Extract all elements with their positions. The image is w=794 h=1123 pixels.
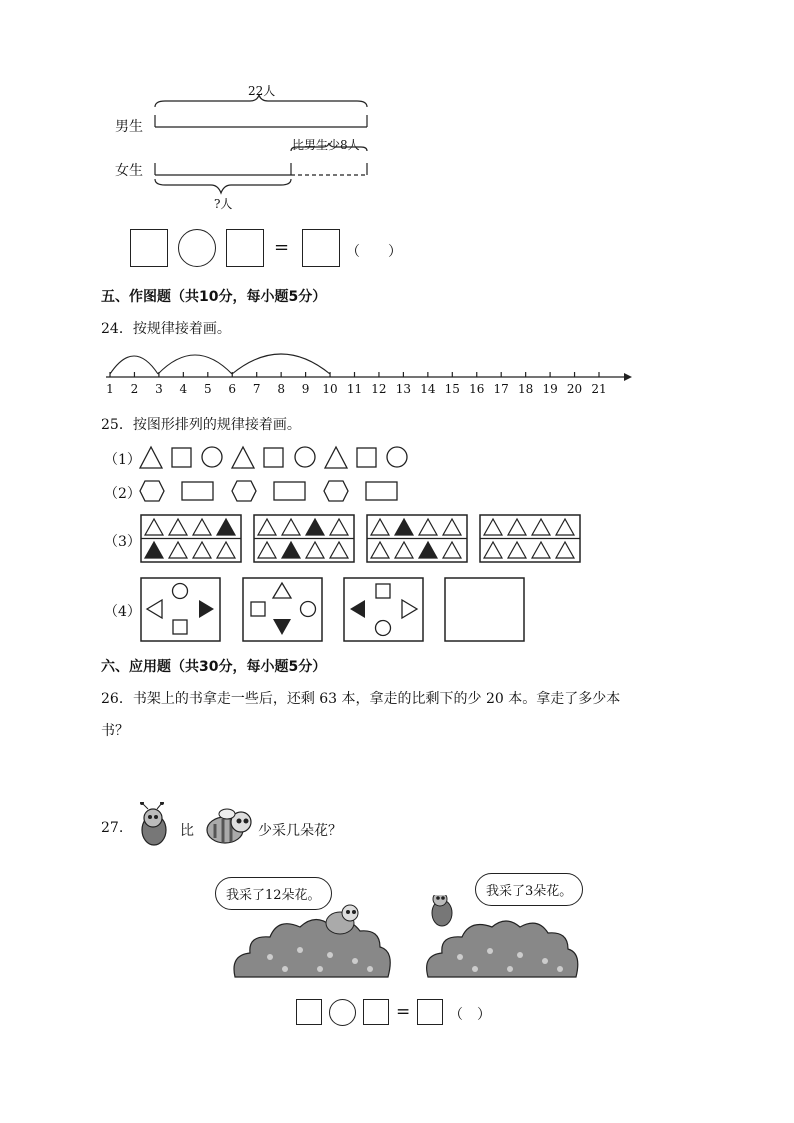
triangle-icon	[556, 519, 574, 535]
q27-answer-box-1[interactable]	[296, 999, 322, 1025]
q27-unit-paren[interactable]: （ ）	[449, 1007, 491, 1023]
filled-triangle-icon	[217, 519, 235, 535]
q25-text: 25．按图形排列的规律接着画。	[101, 417, 301, 433]
answer-box-1[interactable]	[130, 229, 168, 267]
small-bee-icon	[134, 802, 174, 852]
tick-label: 5	[203, 382, 212, 396]
tick-label: 3	[155, 382, 163, 396]
pattern-row-4	[140, 577, 526, 643]
jump-arc-2	[158, 355, 232, 374]
triangle-icon	[371, 542, 389, 558]
section-6-title: 六、应用题（共30分，每小题5分）	[101, 659, 327, 675]
triangle-icon	[508, 542, 526, 558]
triangle-icon	[484, 542, 502, 558]
tick-label: 14	[420, 382, 436, 396]
filled-triangle-icon	[282, 542, 300, 558]
speech-bubble-left: 我采了12朵花。	[215, 877, 332, 910]
tick-label: 21	[591, 382, 607, 396]
q26-line1: 26．书架上的书拿走一些后，还剩 63 本，拿走的比剩下的少 20 本。拿走了多少本	[101, 691, 621, 707]
filled-triangle-icon	[306, 519, 324, 535]
triangle-icon	[258, 519, 276, 535]
triangle-icon	[484, 519, 502, 535]
diagram-lines	[145, 95, 385, 200]
big-bee-icon	[205, 804, 255, 846]
tick-label: 9	[301, 382, 310, 396]
tick-label: 1	[106, 382, 114, 396]
girls-label: 女生	[115, 163, 143, 179]
unit-paren-1[interactable]: （ ）	[346, 244, 402, 260]
boys-brace	[155, 95, 367, 107]
tick-label: 10	[322, 382, 338, 396]
tick-label: 4	[179, 382, 188, 396]
number-line	[100, 344, 635, 386]
tick-label: 16	[469, 382, 485, 396]
q25-part4-label: （4）	[104, 604, 141, 620]
triangle-icon	[169, 542, 187, 558]
tick-label: 17	[493, 382, 509, 396]
triangle-icon	[532, 519, 550, 535]
boys-label: 男生	[115, 119, 143, 135]
q27-operator-circle[interactable]	[329, 999, 356, 1026]
speech-bubble-right: 我采了3朵花。	[475, 873, 583, 906]
tick-label: 20	[566, 382, 583, 396]
triangle-icon	[419, 519, 437, 535]
tick-label: 7	[252, 382, 261, 396]
section-5-title: 五、作图题（共10分，每小题5分）	[101, 289, 327, 305]
bee-right	[432, 895, 452, 926]
boys-total-label: 22人	[248, 84, 276, 98]
answer-box-3[interactable]	[302, 229, 340, 267]
right-bush	[427, 921, 578, 977]
q27-bi: 比	[180, 823, 194, 839]
q25-part1-label: （1）	[104, 452, 141, 468]
tick-label: 8	[277, 382, 285, 396]
triangle-icon	[306, 542, 324, 558]
triangle-icon	[330, 519, 348, 535]
triangle-icon	[217, 542, 235, 558]
filled-triangle-icon	[419, 542, 437, 558]
q27-question: 少采几朵花？	[258, 823, 342, 839]
filled-triangle-icon	[395, 519, 413, 535]
triangle-icon	[395, 542, 413, 558]
tick-label: 13	[395, 382, 412, 396]
jump-arc-1	[110, 356, 158, 374]
tick-label: 6	[228, 382, 237, 396]
tick-label: 19	[542, 382, 558, 396]
q25-part2-label: （2）	[104, 486, 141, 502]
q24-text: 24．按规律接着画。	[101, 321, 231, 337]
tick-label: 18	[518, 382, 534, 396]
triangle-icon	[145, 519, 163, 535]
answer-box-2[interactable]	[226, 229, 264, 267]
triangle-icon	[443, 542, 461, 558]
tick-label: 15	[444, 382, 460, 396]
tick-label: 11	[346, 382, 363, 396]
pattern-row-2	[138, 479, 400, 505]
q27-number: 27.	[101, 820, 124, 836]
triangle-icon	[169, 519, 187, 535]
pattern-row-1	[138, 444, 413, 472]
triangle-icon	[556, 542, 574, 558]
triangle-icon	[258, 542, 276, 558]
triangle-icon	[282, 519, 300, 535]
tick-label: 2	[130, 382, 139, 396]
operator-circle-1[interactable]	[178, 229, 216, 267]
triangle-icon	[330, 542, 348, 558]
triangle-icon	[193, 542, 211, 558]
equals-sign-1: =	[274, 237, 290, 258]
triangle-icon	[371, 519, 389, 535]
girls-brace	[155, 179, 291, 193]
triangle-icon	[193, 519, 211, 535]
left-bush	[234, 919, 390, 977]
triangle-icon	[443, 519, 461, 535]
tick-label: 12	[371, 382, 387, 396]
difference-label: 比男生少8人	[292, 138, 360, 152]
pattern-row-3	[140, 514, 585, 564]
filled-triangle-icon	[145, 542, 163, 558]
flower-bushes-illustration	[230, 895, 590, 980]
difference-brace	[291, 143, 367, 151]
q27-answer-box-3[interactable]	[417, 999, 443, 1025]
q25-part3-label: （3）	[104, 534, 141, 550]
arrow-head	[624, 373, 632, 381]
triangle-icon	[532, 542, 550, 558]
triangle-icon	[508, 519, 526, 535]
unknown-label: ?人	[214, 197, 233, 211]
jump-arc-3	[232, 354, 330, 374]
q26-line2: 书？	[101, 723, 129, 739]
q27-equals-sign: =	[396, 1002, 411, 1022]
q27-answer-box-2[interactable]	[363, 999, 389, 1025]
empty-answer-panel[interactable]	[445, 578, 524, 641]
